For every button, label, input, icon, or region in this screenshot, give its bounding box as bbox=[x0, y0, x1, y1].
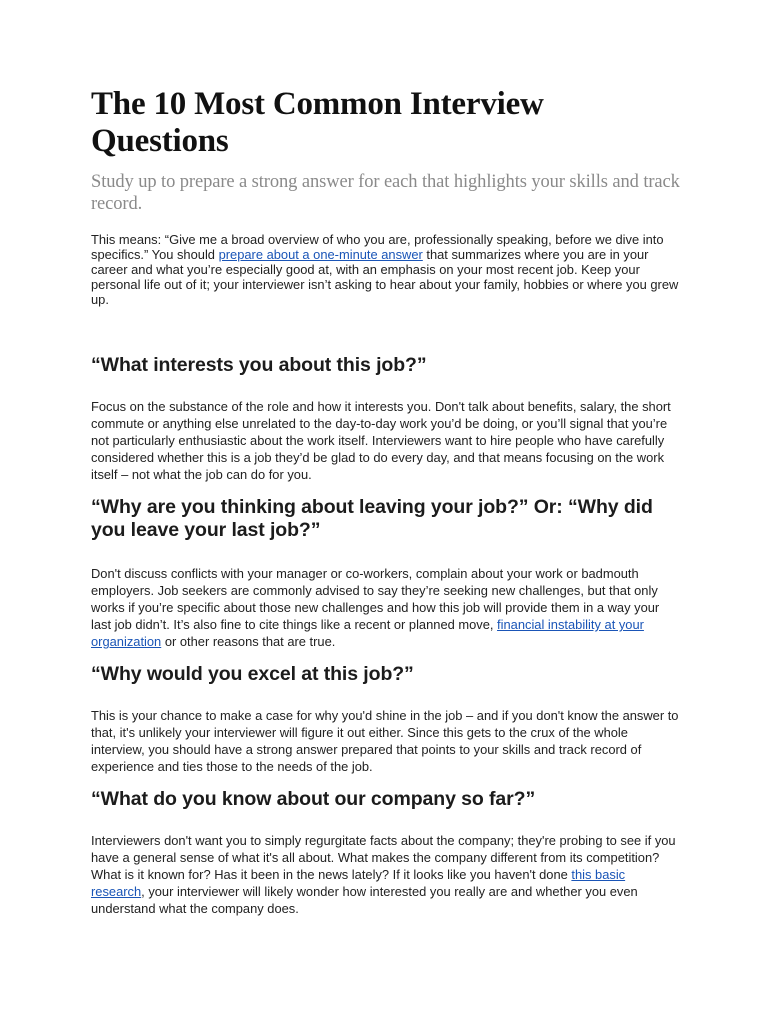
article bbox=[91, 86, 681, 917]
page-title: The 10 Most Common Interview Questions bbox=[91, 86, 544, 159]
intro-text-after: that summarizes where you are in your career and what you’re especially good at, with an emphasis on your most recent job. Keep your personal life out of it; your interviewer isn’t asking to hear about your family, hobbies or where you grew up. bbox=[91, 247, 679, 307]
intro-text-before: This means: “Give me a broad overview of who you are, professionally speaking, before we dive into specifics.” You should bbox=[91, 232, 664, 262]
section-body-company bbox=[91, 832, 681, 917]
section-body-interests: Focus on the substance of the role and how it interests you. Don't talk about benefits, salary, the short commute or anything else unrelated to the day-to-day work you’d be doing, or you’ll signal that you’re not particularly enthusiastic about the work itself. Interviewers want to hire people who have carefully considered whether this is a job they’d be glad to do every day, and that means focusing on the work itself – not what the job can do for you. bbox=[91, 399, 671, 482]
company-text-after: , your interviewer will likely wonder how interested you really are and whether you even understand what the company does. bbox=[91, 884, 638, 916]
one-minute-answer-link[interactable]: prepare about a one-minute answer bbox=[218, 247, 423, 262]
intro-paragraph bbox=[91, 232, 681, 307]
company-text-before: Interviewers don't want you to simply regurgitate facts about the company; they're probing to see if you have a general sense of what it's all about. What makes the company different from its competition? What is it known for? Has it been in the news lately? If it looks like you haven't done bbox=[91, 833, 676, 882]
leaving-text-before: Don't discuss conflicts with your manager or co-workers, complain about your work or badmouth employers. Job seekers are commonly advised to say they’re seeking new challenges, but that only works if you’re specific about those new challenges and how this job will provide them in a way your last job didn’t. It’s also fine to cite things like a recent or planned move, bbox=[91, 566, 660, 632]
page-subtitle: Study up to prepare a strong answer for each that highlights your skills and track record. bbox=[91, 172, 680, 214]
basic-research-link[interactable]: this basic research bbox=[91, 867, 626, 899]
section-body-excel: This is your chance to make a case for why you'd shine in the job – and if you don't know the answer to that, it's unlikely your interviewer will figure it out either. Since this gets to the crux of the whole interview, you should have a strong answer prepared that points to your skills and track record of experience and ties those to the needs of the job. bbox=[91, 708, 679, 774]
leaving-text-after: or other reasons that are true. bbox=[161, 634, 336, 649]
section-body-leaving bbox=[91, 565, 681, 650]
section-heading-leaving: “Why are you thinking about leaving your job?” Or: “Why did you leave your last job?” bbox=[91, 496, 653, 541]
section-heading-company: “What do you know about our company so far?” bbox=[91, 788, 536, 810]
section-heading-interests: “What interests you about this job?” bbox=[91, 354, 427, 376]
section-heading-excel: “Why would you excel at this job?” bbox=[91, 663, 414, 685]
financial-instability-link[interactable]: financial instability at your organization bbox=[91, 617, 644, 649]
